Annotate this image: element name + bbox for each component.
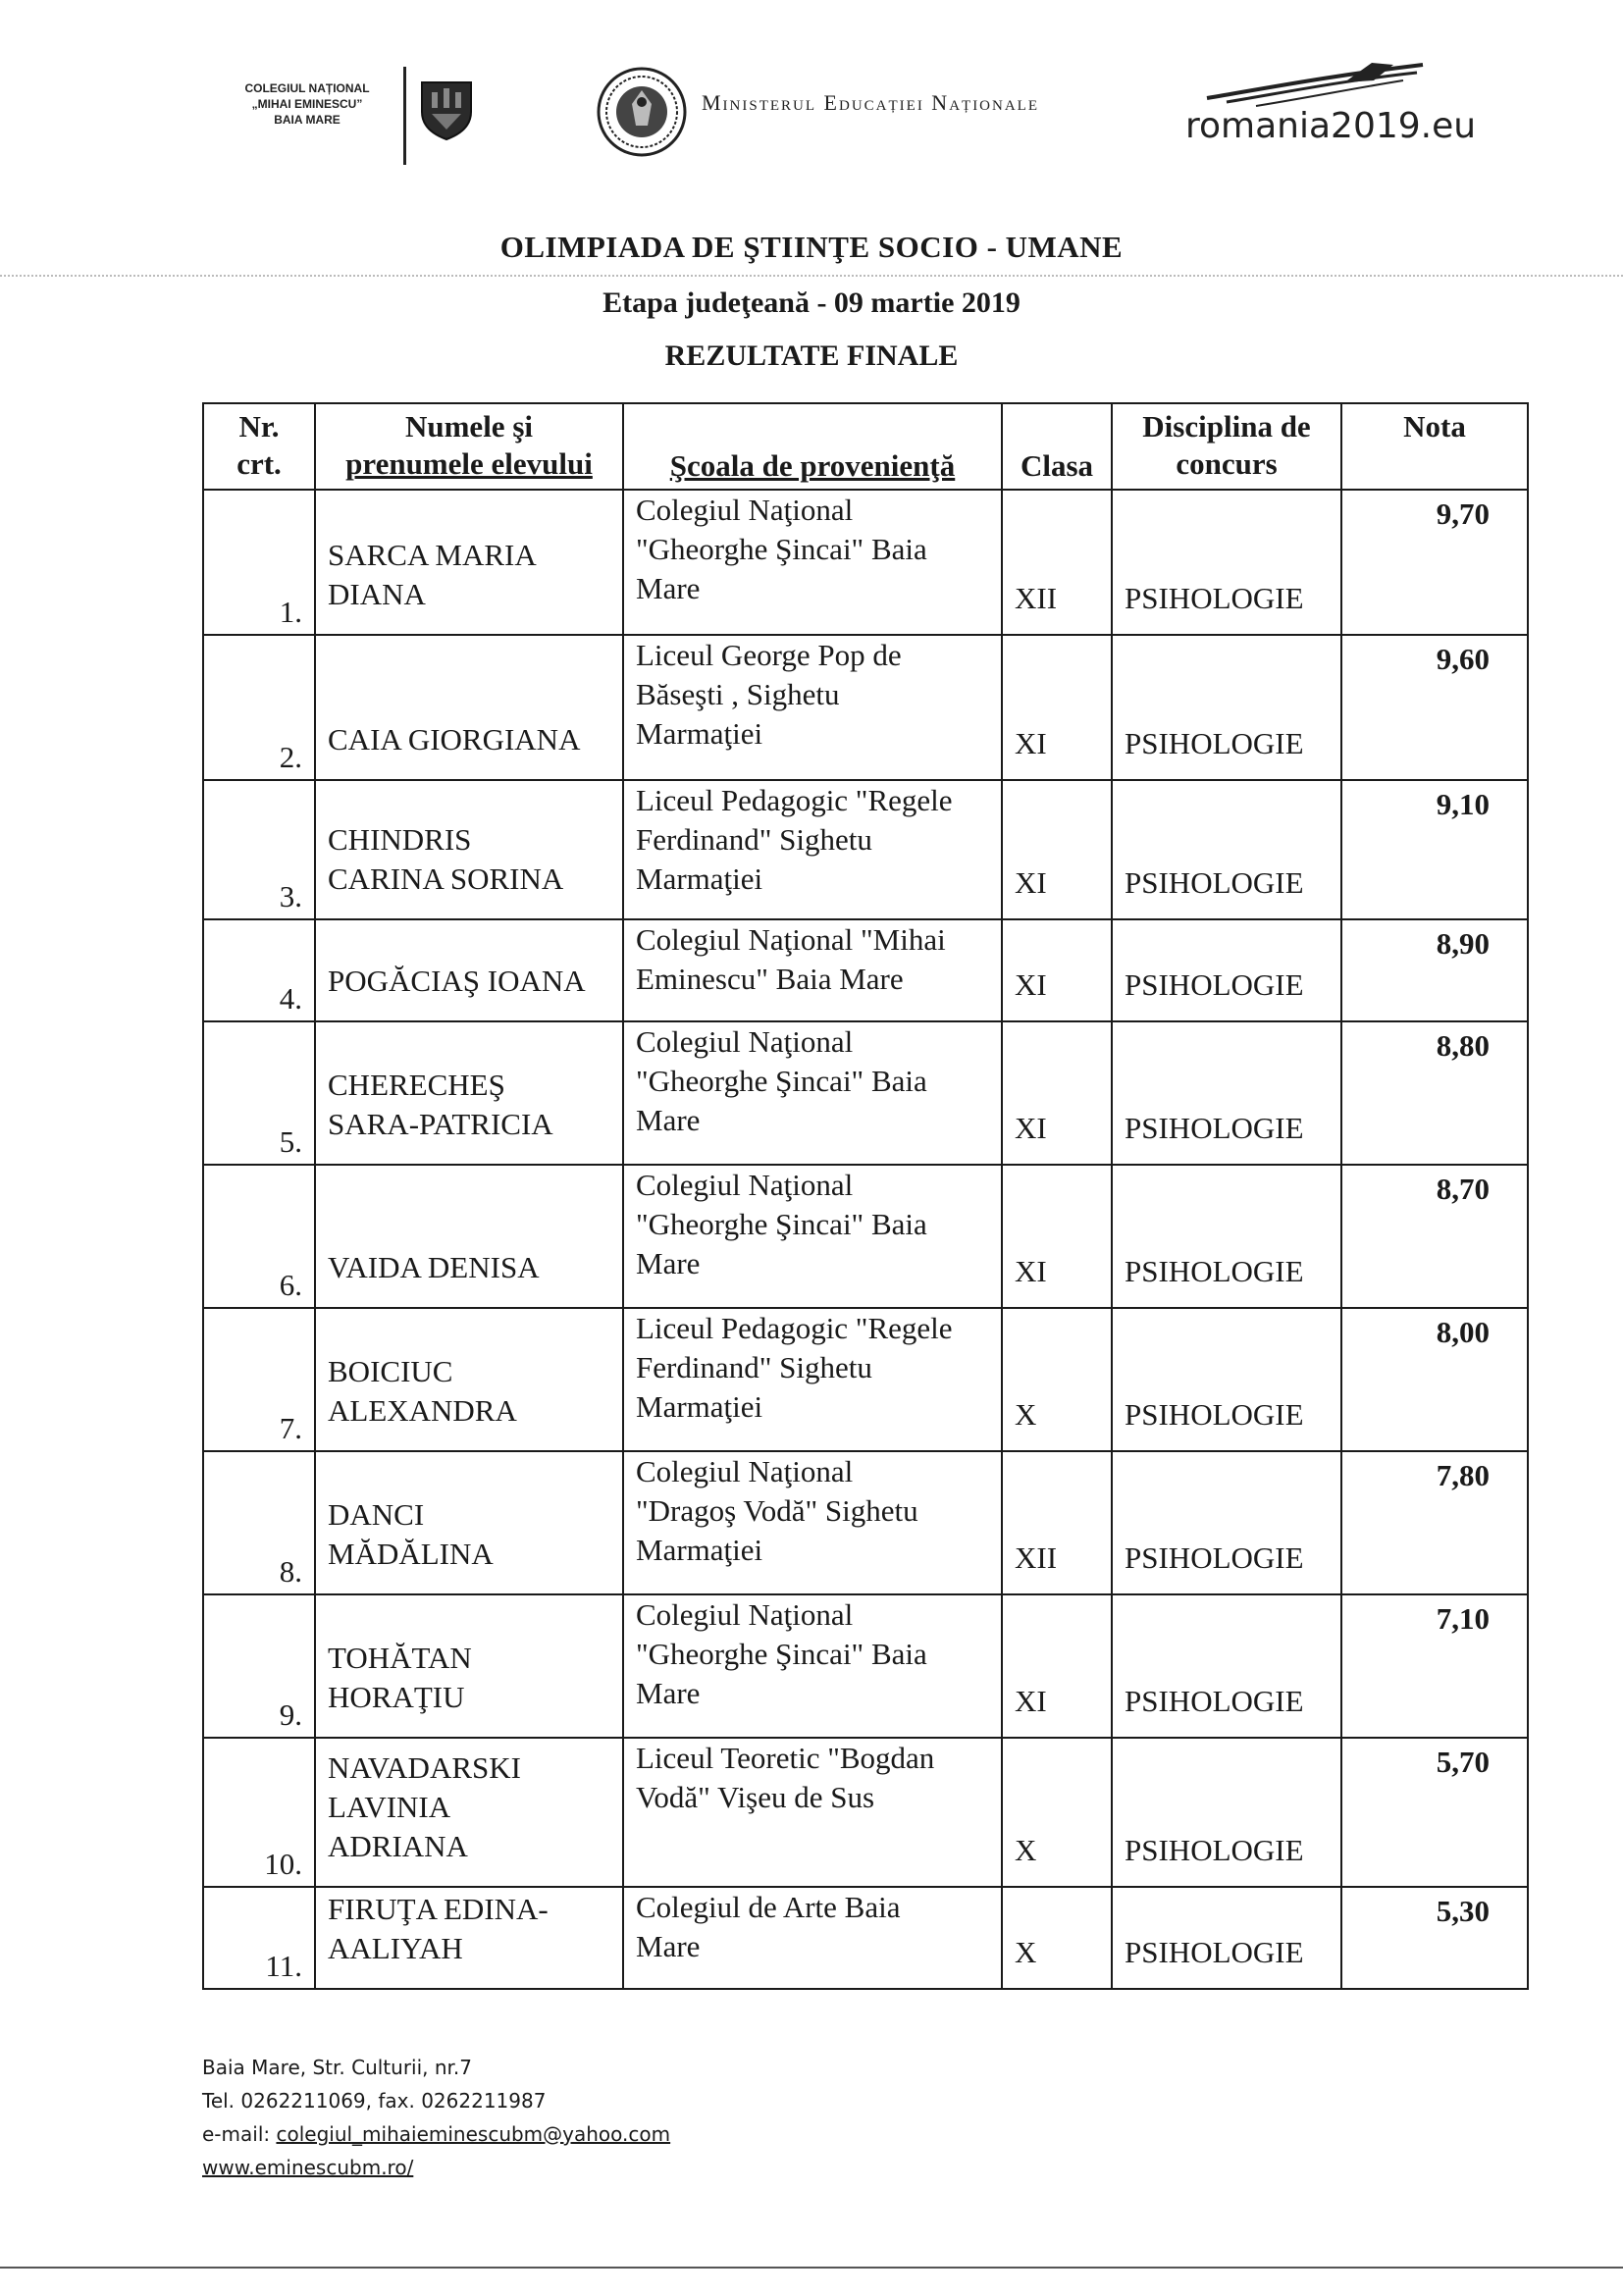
cell-class bbox=[1002, 1738, 1112, 1887]
student-name-line: DANCI bbox=[328, 1497, 425, 1532]
student-name-line: NAVADARSKI bbox=[328, 1750, 521, 1785]
cell-class bbox=[1002, 635, 1112, 780]
discipline-value: PSIHOLOGIE bbox=[1125, 1935, 1304, 1969]
class-value: XI bbox=[1015, 1111, 1047, 1145]
cell-class bbox=[1002, 1887, 1112, 1989]
college-crest-icon bbox=[418, 78, 475, 141]
cell-school bbox=[623, 1308, 1002, 1451]
school-line: Liceul Pedagogic "Regele bbox=[636, 783, 953, 817]
table-row bbox=[203, 919, 1528, 1021]
cell-discipline bbox=[1112, 635, 1341, 780]
row-number: 9. bbox=[279, 1697, 302, 1732]
cell-grade bbox=[1341, 635, 1528, 780]
class-value: XI bbox=[1015, 1684, 1047, 1718]
cell-school bbox=[623, 490, 1002, 635]
cell-school bbox=[623, 1451, 1002, 1594]
discipline-value: PSIHOLOGIE bbox=[1125, 967, 1304, 1002]
cell-nr bbox=[203, 1165, 315, 1308]
cell-grade bbox=[1341, 1738, 1528, 1887]
school-line: Marmaţiei bbox=[636, 1533, 763, 1567]
cell-student-name bbox=[315, 490, 623, 635]
row-number: 4. bbox=[279, 981, 302, 1016]
grade-value: 7,80 bbox=[1436, 1458, 1490, 1492]
school-line: Mare bbox=[636, 1246, 701, 1280]
student-name-line: POGĂCIAŞ IOANA bbox=[328, 964, 586, 998]
cell-grade bbox=[1341, 1451, 1528, 1594]
cell-class bbox=[1002, 1165, 1112, 1308]
school-line: Liceul Teoretic "Bogdan bbox=[636, 1741, 935, 1775]
results-table-body bbox=[203, 490, 1528, 1989]
discipline-value: PSIHOLOGIE bbox=[1125, 1397, 1304, 1432]
class-value: XI bbox=[1015, 865, 1047, 900]
cell-discipline bbox=[1112, 490, 1341, 635]
header-discipline-line: Disciplina de bbox=[1142, 409, 1311, 444]
table-row bbox=[203, 1308, 1528, 1451]
cell-nr bbox=[203, 1887, 315, 1989]
dotted-rule bbox=[0, 275, 1623, 277]
cell-class bbox=[1002, 1308, 1112, 1451]
student-name-line: CHINDRIS bbox=[328, 822, 472, 857]
results-heading: REZULTATE FINALE bbox=[664, 339, 959, 372]
discipline-value: PSIHOLOGIE bbox=[1125, 1111, 1304, 1145]
cell-nr bbox=[203, 1308, 315, 1451]
logo-divider bbox=[403, 67, 406, 165]
cell-discipline bbox=[1112, 780, 1341, 919]
student-name-line: ADRIANA bbox=[328, 1829, 468, 1863]
school-line: Marmaţiei bbox=[636, 861, 763, 896]
cell-student-name bbox=[315, 919, 623, 1021]
footer-website-link[interactable]: www.eminescubm.ro/ bbox=[202, 2156, 414, 2179]
discipline-value: PSIHOLOGIE bbox=[1125, 581, 1304, 615]
discipline-value: PSIHOLOGIE bbox=[1125, 1254, 1304, 1288]
school-line: Colegiul de Arte Baia bbox=[636, 1890, 901, 1924]
class-value: XII bbox=[1015, 581, 1058, 615]
cell-class bbox=[1002, 780, 1112, 919]
row-number: 5. bbox=[279, 1124, 302, 1159]
cell-nr bbox=[203, 1021, 315, 1165]
table-row bbox=[203, 635, 1528, 780]
header-nr bbox=[203, 403, 315, 490]
student-name-line: TOHĂTAN bbox=[328, 1641, 472, 1675]
row-number: 7. bbox=[279, 1411, 302, 1445]
discipline-value: PSIHOLOGIE bbox=[1125, 1833, 1304, 1867]
student-name-line: SARCA MARIA bbox=[328, 538, 537, 572]
stage-subtitle: Etapa judeţeană - 09 martie 2019 bbox=[602, 287, 1021, 319]
school-line: "Gheorghe Şincai" Baia bbox=[636, 1064, 927, 1098]
cell-discipline bbox=[1112, 1594, 1341, 1738]
row-number: 6. bbox=[279, 1268, 302, 1302]
class-value: X bbox=[1015, 1397, 1037, 1432]
footer-email-label: e-mail: bbox=[202, 2122, 277, 2146]
results-table bbox=[202, 402, 1529, 1990]
grade-value: 8,00 bbox=[1436, 1315, 1490, 1349]
grade-value: 7,10 bbox=[1436, 1601, 1490, 1636]
cell-student-name bbox=[315, 1308, 623, 1451]
school-line: Colegiul Naţional "Mihai bbox=[636, 922, 946, 957]
college-logo-text bbox=[234, 80, 381, 128]
cell-nr bbox=[203, 780, 315, 919]
student-name-line: FIRUŢA EDINA- bbox=[328, 1892, 549, 1926]
cell-discipline bbox=[1112, 1308, 1341, 1451]
header-class bbox=[1002, 403, 1112, 490]
discipline-value: PSIHOLOGIE bbox=[1125, 1684, 1304, 1718]
header-name-line: Numele şi bbox=[404, 409, 533, 444]
cell-discipline bbox=[1112, 1021, 1341, 1165]
header-discipline-line: concurs bbox=[1176, 446, 1278, 481]
student-name-line: MĂDĂLINA bbox=[328, 1537, 494, 1571]
class-value: XI bbox=[1015, 726, 1047, 760]
cell-grade bbox=[1341, 490, 1528, 635]
school-line: "Gheorghe Şincai" Baia bbox=[636, 1207, 927, 1241]
cell-student-name bbox=[315, 1738, 623, 1887]
header-class-text: Clasa bbox=[1020, 448, 1094, 483]
header-school-text: Şcoala de provenienţă bbox=[669, 448, 956, 483]
class-value: X bbox=[1015, 1833, 1037, 1867]
cell-school bbox=[623, 780, 1002, 919]
cell-school bbox=[623, 635, 1002, 780]
student-name-line: AALIYAH bbox=[328, 1931, 463, 1965]
header-grade bbox=[1341, 403, 1528, 490]
school-line: Ferdinand" Sighetu bbox=[636, 822, 872, 857]
cell-student-name bbox=[315, 1594, 623, 1738]
cell-school bbox=[623, 1887, 1002, 1989]
school-line: Mare bbox=[636, 571, 701, 605]
table-row bbox=[203, 1594, 1528, 1738]
table-row bbox=[203, 1887, 1528, 1989]
header-nr-line: crt. bbox=[236, 446, 282, 481]
school-line: Liceul George Pop de bbox=[636, 638, 902, 672]
school-line: Marmaţiei bbox=[636, 1389, 763, 1424]
header-name bbox=[315, 403, 623, 490]
romania2019-swoosh-icon bbox=[1197, 59, 1433, 108]
cell-grade bbox=[1341, 1308, 1528, 1451]
student-name-line: VAIDA DENISA bbox=[328, 1250, 540, 1284]
row-number: 3. bbox=[279, 879, 302, 913]
header-nr-line: Nr. bbox=[238, 409, 280, 444]
cell-student-name bbox=[315, 1165, 623, 1308]
table-row bbox=[203, 1738, 1528, 1887]
cell-grade bbox=[1341, 1165, 1528, 1308]
cell-class bbox=[1002, 490, 1112, 635]
footer-address: Baia Mare, Str. Culturii, nr.7 bbox=[202, 2056, 473, 2079]
row-number: 1. bbox=[279, 595, 302, 629]
cell-nr bbox=[203, 635, 315, 780]
footer-contact bbox=[202, 2051, 670, 2184]
footer-email-line bbox=[202, 2117, 670, 2151]
class-value: X bbox=[1015, 1935, 1037, 1969]
school-line: Mare bbox=[636, 1103, 701, 1137]
student-name-line: DIANA bbox=[328, 577, 426, 611]
cell-grade bbox=[1341, 1021, 1528, 1165]
cell-school bbox=[623, 1594, 1002, 1738]
student-name-line: LAVINIA bbox=[328, 1790, 451, 1824]
footer-email-link[interactable]: colegiul_mihaieminescubm@yahoo.com bbox=[276, 2122, 671, 2146]
cell-class bbox=[1002, 1451, 1112, 1594]
cell-discipline bbox=[1112, 1451, 1341, 1594]
school-line: Colegiul Naţional bbox=[636, 1024, 854, 1059]
cell-student-name bbox=[315, 780, 623, 919]
cell-discipline bbox=[1112, 919, 1341, 1021]
school-line: Eminescu" Baia Mare bbox=[636, 962, 904, 996]
cell-discipline bbox=[1112, 1165, 1341, 1308]
school-line: "Gheorghe Şincai" Baia bbox=[636, 1637, 927, 1671]
cell-grade bbox=[1341, 919, 1528, 1021]
cell-nr bbox=[203, 1451, 315, 1594]
student-name-line: BOICIUC bbox=[328, 1354, 453, 1388]
discipline-value: PSIHOLOGIE bbox=[1125, 865, 1304, 900]
grade-value: 9,60 bbox=[1436, 642, 1490, 676]
school-line: "Dragoş Vodă" Sighetu bbox=[636, 1493, 918, 1528]
class-value: XI bbox=[1015, 967, 1047, 1002]
row-number: 2. bbox=[279, 740, 302, 774]
school-line: Colegiul Naţional bbox=[636, 1454, 854, 1488]
cell-grade bbox=[1341, 780, 1528, 919]
school-line: Marmaţiei bbox=[636, 716, 763, 751]
header-discipline bbox=[1112, 403, 1341, 490]
table-row bbox=[203, 1021, 1528, 1165]
grade-value: 8,90 bbox=[1436, 926, 1490, 961]
student-name-line: HORAŢIU bbox=[328, 1680, 465, 1714]
grade-value: 8,80 bbox=[1436, 1028, 1490, 1063]
student-name-line: CARINA SORINA bbox=[328, 861, 564, 896]
discipline-value: PSIHOLOGIE bbox=[1125, 726, 1304, 760]
cell-student-name bbox=[315, 1887, 623, 1989]
school-line: Colegiul Naţional bbox=[636, 1597, 854, 1632]
cell-nr bbox=[203, 1738, 315, 1887]
school-line: Colegiul Naţional bbox=[636, 493, 854, 527]
ministry-seal-icon bbox=[597, 67, 687, 157]
college-logo-line: „MIHAI EMINESCU” bbox=[251, 97, 363, 111]
header-grade-text: Nota bbox=[1403, 409, 1466, 444]
school-line: Mare bbox=[636, 1676, 701, 1710]
cell-class bbox=[1002, 1021, 1112, 1165]
table-header-row bbox=[203, 403, 1528, 490]
cell-grade bbox=[1341, 1887, 1528, 1989]
cell-grade bbox=[1341, 1594, 1528, 1738]
college-logo-line: BAIA MARE bbox=[274, 113, 340, 127]
cell-discipline bbox=[1112, 1887, 1341, 1989]
student-name-line: ALEXANDRA bbox=[328, 1393, 517, 1428]
header-school bbox=[623, 403, 1002, 490]
school-line: "Gheorghe Şincai" Baia bbox=[636, 532, 927, 566]
letterhead bbox=[0, 59, 1623, 167]
cell-discipline bbox=[1112, 1738, 1341, 1887]
grade-value: 9,70 bbox=[1436, 496, 1490, 531]
romania2019-logo-text: romania2019.eu bbox=[1185, 106, 1477, 146]
cell-nr bbox=[203, 1594, 315, 1738]
cell-school bbox=[623, 1165, 1002, 1308]
cell-class bbox=[1002, 1594, 1112, 1738]
cell-class bbox=[1002, 919, 1112, 1021]
cell-nr bbox=[203, 490, 315, 635]
student-name-line: SARA-PATRICIA bbox=[328, 1107, 553, 1141]
table-row bbox=[203, 1165, 1528, 1308]
cell-nr bbox=[203, 919, 315, 1021]
cell-student-name bbox=[315, 1021, 623, 1165]
cell-school bbox=[623, 919, 1002, 1021]
cell-student-name bbox=[315, 1451, 623, 1594]
footer-phone: Tel. 0262211069, fax. 0262211987 bbox=[202, 2089, 547, 2113]
class-value: XII bbox=[1015, 1540, 1058, 1575]
document-title: OLIMPIADA DE ŞTIINŢE SOCIO - UMANE bbox=[499, 230, 1124, 264]
table-row bbox=[203, 490, 1528, 635]
grade-value: 9,10 bbox=[1436, 787, 1490, 821]
bottom-rule bbox=[0, 2267, 1623, 2269]
header-name-line: prenumele elevului bbox=[345, 446, 593, 481]
table-row bbox=[203, 1451, 1528, 1594]
ministry-name: Ministerul Educației Naționale bbox=[702, 90, 1040, 115]
cell-school bbox=[623, 1738, 1002, 1887]
school-line: Ferdinand" Sighetu bbox=[636, 1350, 872, 1384]
row-number: 10. bbox=[264, 1847, 302, 1881]
row-number: 8. bbox=[279, 1554, 302, 1589]
school-line: Vodă" Vişeu de Sus bbox=[636, 1780, 875, 1814]
row-number: 11. bbox=[265, 1949, 302, 1983]
school-line: Colegiul Naţional bbox=[636, 1168, 854, 1202]
grade-value: 8,70 bbox=[1436, 1172, 1490, 1206]
cell-student-name bbox=[315, 635, 623, 780]
table-row bbox=[203, 780, 1528, 919]
college-logo-line: COLEGIUL NAȚIONAL bbox=[244, 81, 370, 95]
school-line: Mare bbox=[636, 1929, 701, 1963]
grade-value: 5,30 bbox=[1436, 1894, 1490, 1928]
grade-value: 5,70 bbox=[1436, 1745, 1490, 1779]
school-line: Băseşti , Sighetu bbox=[636, 677, 840, 711]
cell-school bbox=[623, 1021, 1002, 1165]
school-line: Liceul Pedagogic "Regele bbox=[636, 1311, 953, 1345]
student-name-line: CAIA GIORGIANA bbox=[328, 722, 581, 757]
student-name-line: CHERECHEŞ bbox=[328, 1068, 505, 1102]
class-value: XI bbox=[1015, 1254, 1047, 1288]
discipline-value: PSIHOLOGIE bbox=[1125, 1540, 1304, 1575]
